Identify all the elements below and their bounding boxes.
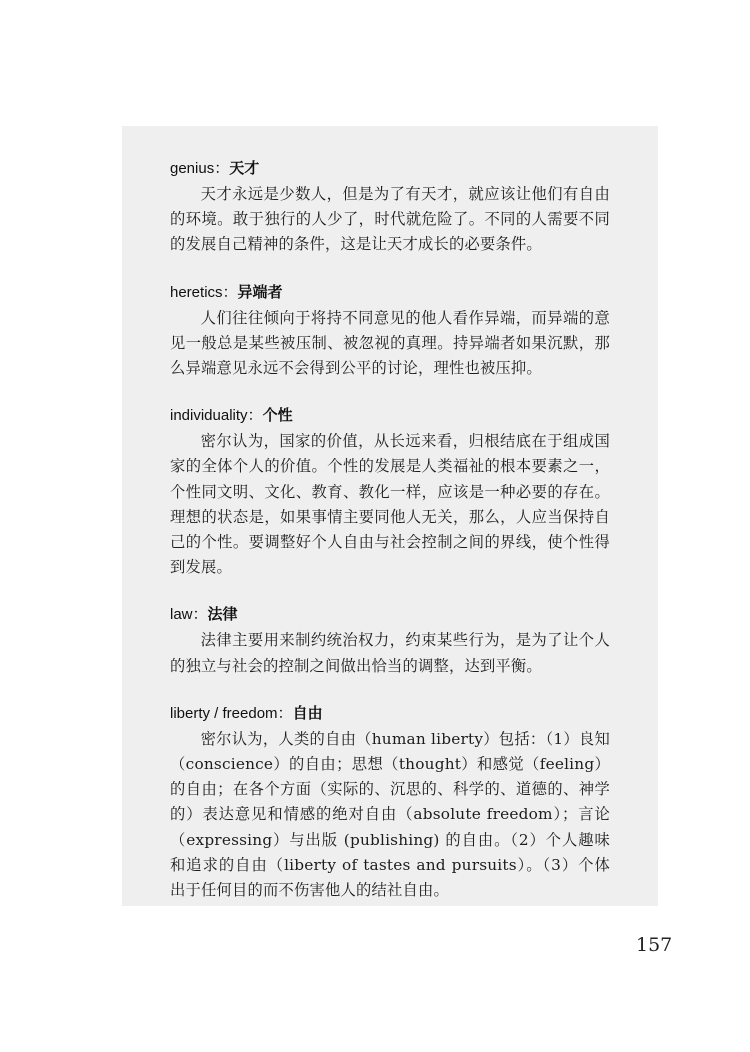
entry-separator: ：: [214, 160, 230, 177]
entry-translation: 法律: [207, 606, 238, 624]
entry-heading: [170, 282, 610, 304]
entry-term: law: [170, 606, 193, 624]
entry-term: individuality: [170, 407, 248, 425]
entry-definition: 法律主要用来制约统治权力，约束某些行为，是为了让个人的独立与社会的控制之间做出恰当的调整，达到平衡。: [170, 631, 610, 675]
entry-definition: 人们往往倾向于将持不同意见的他人看作异端，而异端的意见一般总是某些被压制、被忽视的真理。持异端者如果沉默，那么异端意见永远不会得到公平的讨论，理性也被压抑。: [170, 308, 610, 378]
entry-separator: ：: [222, 283, 238, 301]
glossary-entry-genius: [170, 158, 610, 258]
entry-heading: [170, 703, 610, 725]
entry-separator: ：: [277, 704, 293, 722]
entry-heading: [170, 158, 610, 180]
entry-separator: ：: [247, 407, 263, 425]
entry-term: genius: [170, 160, 215, 177]
entry-heading: [170, 604, 610, 626]
entry-separator: ：: [192, 606, 208, 624]
entry-term: liberty / freedom: [170, 704, 278, 722]
glossary-entry-law: [170, 604, 610, 678]
entry-definition: 密尔认为，国家的价值，从长远来看，归根结底在于组成国家的全体个人的价值。个性的发展是人类福祉的根本要素之一，个性同文明、文化、教育、教化一样，应该是一种必要的存在。理想的状态是，如果事情主要同他人无关，那么，人应当保持自己的个性。要调整好个人自由与社会控制之间的界线，使个性得到发展。: [170, 432, 610, 577]
entry-translation: 异端者: [237, 283, 283, 301]
glossary-entry-individuality: [170, 405, 610, 580]
entry-heading: [170, 405, 610, 427]
entry-definition: 天才永远是少数人，但是为了有天才，就应该让他们有自由的环境。敢于独行的人少了，时代就危险了。不同的人需要不同的发展自己精神的条件，这是让天才成长的必要条件。: [170, 185, 610, 254]
entry-translation: 个性: [262, 407, 293, 425]
glossary-box: [122, 126, 658, 906]
page-number: 157: [636, 934, 673, 956]
entry-term: heretics: [170, 283, 223, 301]
entry-translation: 天才: [229, 160, 260, 177]
entry-definition: 密尔认为，人类的自由（human liberty）包括：（1）良知（conscience）的自由；思想（thought）和感觉（feeling）的自由；在各个方面（实际的、沉思的、科学的、道德的、神学的）表达意见和情感的绝对自由（absolute freedom）；言论（expressing）与出版 (publishing) 的自由。（2）个人趣味和追求的自由（liberty of tastes and pursuits）。（3）个体出于任何目的而不伤害他人的结社自由。: [170, 729, 610, 900]
glossary-entry-liberty-freedom: [170, 703, 610, 903]
entry-translation: 自由: [292, 704, 323, 722]
glossary-entry-heretics: [170, 282, 610, 382]
